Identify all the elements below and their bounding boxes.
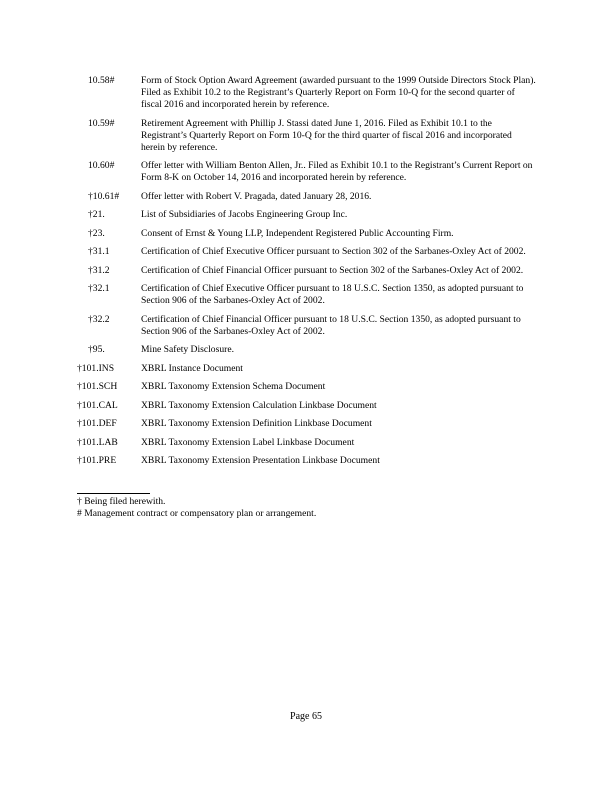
exhibit-row <box>77 228 537 240</box>
exhibit-number: †101.CAL <box>77 399 118 411</box>
exhibit-row <box>77 75 537 111</box>
exhibit-row <box>77 209 537 221</box>
exhibit-number: †101.PRE <box>77 455 117 466</box>
exhibit-row <box>77 160 537 184</box>
exhibit-number: †101.LAB <box>77 436 118 448</box>
exhibit-description: Certification of Chief Executive Officer pursuant to 18 U.S.C. Section 1350, as adopted pursuant to Section 906 of the Sarbanes-Oxley Act of 2002. <box>141 283 524 306</box>
exhibit-description: Offer letter with William Benton Allen, Jr.. Filed as Exhibit 10.1 to the Registrant’s Current Report on Form 8-K on October 14, 2016 and incorporated herein by reference. <box>141 160 533 183</box>
exhibit-description: Certification of Chief Executive Officer pursuant to Section 302 of the Sarbanes-Oxley Act of 2002. <box>141 246 526 257</box>
exhibit-description: XBRL Taxonomy Extension Presentation Linkbase Document <box>141 455 380 466</box>
exhibit-description: XBRL Taxonomy Extension Calculation Linkbase Document <box>141 399 377 411</box>
exhibit-description: Form of Stock Option Award Agreement (awarded pursuant to the 1999 Outside Directors Stock Plan). Filed as Exhibit 10.2 to the Registrant’s Quarterly Report on Form 10-Q for the second quarter of fiscal 2016 and incorporated herein by reference. <box>141 75 536 110</box>
exhibit-row <box>77 314 537 338</box>
exhibit-number: †32.2 <box>88 313 110 325</box>
footnote-divider <box>77 493 150 494</box>
exhibit-description: Mine Safety Disclosure. <box>141 344 234 355</box>
exhibit-number: †95. <box>88 344 105 355</box>
footnote-filed-herewith: † Being filed herewith. <box>77 496 166 507</box>
exhibit-description: XBRL Taxonomy Extension Label Linkbase Document <box>141 436 355 448</box>
exhibit-row <box>77 363 537 375</box>
exhibit-description: Offer letter with Robert V. Pragada, dated January 28, 2016. <box>141 190 372 202</box>
exhibit-row <box>77 344 537 356</box>
exhibit-number: †31.1 <box>88 246 110 257</box>
exhibit-row <box>77 381 537 393</box>
exhibit-row <box>77 265 537 277</box>
exhibit-row <box>77 437 537 449</box>
exhibit-number: †10.61# <box>88 190 120 202</box>
exhibit-number: 10.58# <box>88 75 115 86</box>
exhibit-number: †31.2 <box>88 264 110 276</box>
footnotes <box>77 496 316 520</box>
exhibit-description: Retirement Agreement with Phillip J. Stassi dated June 1, 2016. Filed as Exhibit 10.1 to the Registrant’s Quarterly Report on Form 10-Q for the third quarter of fiscal 2016 and incorporated herein by reference. <box>141 117 512 153</box>
exhibit-row <box>77 246 537 258</box>
exhibit-description: XBRL Taxonomy Extension Definition Linkbase Document <box>141 418 372 429</box>
exhibit-description: List of Subsidiaries of Jacobs Engineering Group Inc. <box>141 209 348 220</box>
exhibit-number: 10.59# <box>88 117 115 129</box>
exhibit-row <box>77 191 537 203</box>
exhibit-row <box>77 455 537 467</box>
exhibit-number: †32.1 <box>88 283 110 294</box>
exhibit-description: Certification of Chief Financial Officer pursuant to Section 302 of the Sarbanes-Oxley Act of 2002. <box>141 264 524 276</box>
page-number: Page 65 <box>290 711 322 722</box>
exhibit-description: Consent of Ernst & Young LLP, Independent Registered Public Accounting Firm. <box>141 227 454 239</box>
exhibit-description: XBRL Instance Document <box>141 362 243 374</box>
exhibit-row <box>77 118 537 154</box>
exhibit-row <box>77 400 537 412</box>
exhibit-number: †21. <box>88 209 105 220</box>
exhibit-list <box>77 75 537 474</box>
exhibit-number: †23. <box>88 227 105 239</box>
exhibit-row <box>77 418 537 430</box>
footnote-management-contract: # Management contract or compensatory plan or arrangement. <box>77 508 317 519</box>
exhibit-number: 10.60# <box>88 160 115 171</box>
exhibit-description: XBRL Taxonomy Extension Schema Document <box>141 381 326 392</box>
exhibit-number: †101.SCH <box>77 381 118 392</box>
exhibit-number: †101.INS <box>77 362 115 374</box>
exhibit-row <box>77 283 537 307</box>
exhibit-number: †101.DEF <box>77 418 117 429</box>
exhibit-description: Certification of Chief Financial Officer pursuant to 18 U.S.C. Section 1350, as adopted pursuant to Section 906 of the Sarbanes-Oxley Act of 2002. <box>141 313 521 337</box>
